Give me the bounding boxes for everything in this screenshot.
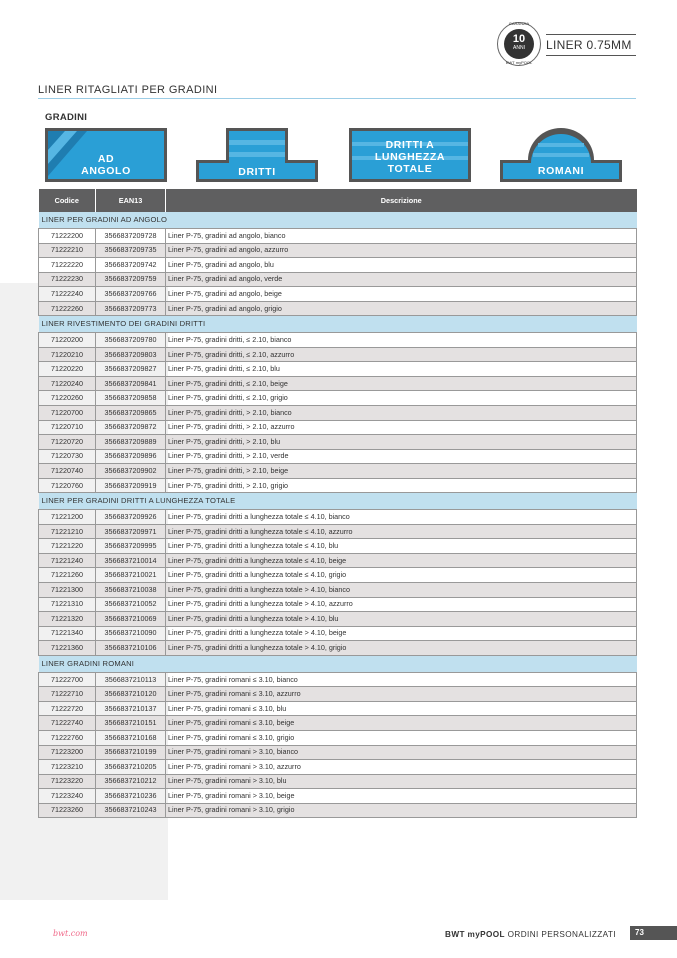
descrizione-cell: Liner P-75, gradini ad angolo, bianco [166, 229, 637, 244]
table-row [39, 597, 637, 612]
liner-title: LINER 0.75MM [546, 34, 636, 56]
codice-cell: 71221200 [39, 510, 96, 525]
ean13-cell: 3566837209865 [96, 406, 166, 421]
ean13-cell: 3566837210069 [96, 612, 166, 627]
ean13-cell: 3566837209803 [96, 347, 166, 362]
descrizione-cell: Liner P-75, gradini ad angolo, grigio [166, 301, 637, 316]
table-body [39, 212, 637, 818]
codice-cell: 71223240 [39, 789, 96, 804]
codice-cell: 71221340 [39, 626, 96, 641]
ean13-cell: 3566837210106 [96, 641, 166, 656]
ean13-cell: 3566837210205 [96, 760, 166, 775]
column-header-descrizione: Descrizione [166, 189, 637, 212]
codice-cell: 71220700 [39, 406, 96, 421]
table-row [39, 301, 637, 316]
footer-logo: bwt.com [53, 929, 88, 938]
table-row [39, 333, 637, 348]
descrizione-cell: Liner P-75, gradini romani > 3.10, grigio [166, 803, 637, 818]
footer-subtitle: ORDINI PERSONALIZZATI [507, 930, 616, 939]
codice-cell: 71220760 [39, 478, 96, 493]
shape-label-dritti-totale [355, 139, 465, 175]
codice-cell: 71221220 [39, 539, 96, 554]
codice-cell: 71220720 [39, 435, 96, 450]
codice-cell: 71220210 [39, 347, 96, 362]
table-group-row [39, 316, 637, 333]
codice-cell: 71220220 [39, 362, 96, 377]
ean13-cell: 3566837209971 [96, 524, 166, 539]
badge-unit: ANNI [513, 45, 525, 51]
gradini-label: GRADINI [45, 112, 88, 123]
table-row [39, 464, 637, 479]
table-group-row [39, 493, 637, 510]
table-row [39, 406, 637, 421]
codice-cell: 71222260 [39, 301, 96, 316]
ean13-cell: 3566837209735 [96, 243, 166, 258]
column-header-codice: Codice [39, 189, 96, 212]
descrizione-cell: Liner P-75, gradini dritti a lunghezza totale > 4.10, blu [166, 612, 637, 627]
descrizione-cell: Liner P-75, gradini dritti a lunghezza totale ≤ 4.10, blu [166, 539, 637, 554]
codice-cell: 71222700 [39, 672, 96, 687]
ean13-cell: 3566837209872 [96, 420, 166, 435]
table-row [39, 449, 637, 464]
table-row [39, 716, 637, 731]
descrizione-cell: Liner P-75, gradini dritti, ≤ 2.10, beige [166, 376, 637, 391]
table-row [39, 641, 637, 656]
ean13-cell: 3566837209728 [96, 229, 166, 244]
codice-cell: 71223210 [39, 760, 96, 775]
ean13-cell: 3566837210113 [96, 672, 166, 687]
badge-inner [504, 29, 534, 59]
badge-bottom-text: BWT myPOOL [505, 60, 533, 65]
descrizione-cell: Liner P-75, gradini dritti, > 2.10, grigio [166, 478, 637, 493]
table-row [39, 347, 637, 362]
ean13-cell: 3566837210120 [96, 687, 166, 702]
table-row [39, 626, 637, 641]
descrizione-cell: Liner P-75, gradini dritti, > 2.10, blu [166, 435, 637, 450]
section-title: LINER RITAGLIATI PER GRADINI [38, 84, 218, 96]
ean13-cell: 3566837209766 [96, 287, 166, 302]
ean13-cell: 3566837209889 [96, 435, 166, 450]
table-row [39, 524, 637, 539]
group-title: LINER GRADINI ROMANI [39, 655, 637, 672]
ean13-cell: 3566837210212 [96, 774, 166, 789]
descrizione-cell: Liner P-75, gradini dritti a lunghezza totale ≤ 4.10, grigio [166, 568, 637, 583]
ean13-cell: 3566837209827 [96, 362, 166, 377]
table-row [39, 420, 637, 435]
table-row [39, 803, 637, 818]
ean13-cell: 3566837210151 [96, 716, 166, 731]
codice-cell: 71222240 [39, 287, 96, 302]
table-row [39, 583, 637, 598]
table-row [39, 612, 637, 627]
codice-cell: 71221360 [39, 641, 96, 656]
table-row [39, 478, 637, 493]
codice-cell: 71220240 [39, 376, 96, 391]
codice-cell: 71220730 [39, 449, 96, 464]
ean13-cell: 3566837209841 [96, 376, 166, 391]
codice-cell: 71220200 [39, 333, 96, 348]
ean13-cell: 3566837209780 [96, 333, 166, 348]
descrizione-cell: Liner P-75, gradini romani > 3.10, blu [166, 774, 637, 789]
descrizione-cell: Liner P-75, gradini romani ≤ 3.10, bianco [166, 672, 637, 687]
table-row [39, 774, 637, 789]
table-group-row [39, 655, 637, 672]
product-table [38, 189, 637, 818]
codice-cell: 71220710 [39, 420, 96, 435]
shape-label-dritti: DRITTI [238, 166, 276, 178]
codice-cell: 71220740 [39, 464, 96, 479]
shape-label-line: DRITTI A [385, 139, 435, 151]
codice-cell: 71223200 [39, 745, 96, 760]
codice-cell: 71220260 [39, 391, 96, 406]
table-row [39, 568, 637, 583]
footer-text [445, 930, 616, 939]
table-row [39, 391, 637, 406]
ean13-cell: 3566837210137 [96, 701, 166, 716]
codice-cell: 71222210 [39, 243, 96, 258]
ean13-cell: 3566837209742 [96, 258, 166, 273]
descrizione-cell: Liner P-75, gradini ad angolo, verde [166, 272, 637, 287]
table-row [39, 687, 637, 702]
descrizione-cell: Liner P-75, gradini ad angolo, beige [166, 287, 637, 302]
badge-number: 10 [512, 33, 526, 45]
ean13-cell: 3566837210199 [96, 745, 166, 760]
codice-cell: 71222220 [39, 258, 96, 273]
shape-label-line: ANGOLO [81, 165, 131, 177]
column-header-ean13: EAN13 [96, 189, 166, 212]
ean13-cell: 3566837210038 [96, 583, 166, 598]
group-title: LINER PER GRADINI AD ANGOLO [39, 212, 637, 229]
ean13-cell: 3566837209902 [96, 464, 166, 479]
descrizione-cell: Liner P-75, gradini ad angolo, azzurro [166, 243, 637, 258]
table-row [39, 435, 637, 450]
table-row [39, 539, 637, 554]
ean13-cell: 3566837209858 [96, 391, 166, 406]
page-number: 73 [630, 926, 677, 940]
codice-cell: 71223220 [39, 774, 96, 789]
descrizione-cell: Liner P-75, gradini dritti a lunghezza totale ≤ 4.10, beige [166, 553, 637, 568]
table-row [39, 229, 637, 244]
ean13-cell: 3566837210014 [96, 553, 166, 568]
table-row [39, 510, 637, 525]
descrizione-cell: Liner P-75, gradini dritti, > 2.10, beige [166, 464, 637, 479]
ean13-cell: 3566837209995 [96, 539, 166, 554]
ean13-cell: 3566837209759 [96, 272, 166, 287]
table-group-row [39, 212, 637, 229]
ean13-cell: 3566837209926 [96, 510, 166, 525]
descrizione-cell: Liner P-75, gradini romani > 3.10, beige [166, 789, 637, 804]
warranty-badge [497, 22, 541, 66]
table-row [39, 701, 637, 716]
descrizione-cell: Liner P-75, gradini dritti a lunghezza totale > 4.10, grigio [166, 641, 637, 656]
descrizione-cell: Liner P-75, gradini dritti, > 2.10, azzurro [166, 420, 637, 435]
table-row [39, 376, 637, 391]
descrizione-cell: Liner P-75, gradini dritti, ≤ 2.10, grigio [166, 391, 637, 406]
descrizione-cell: Liner P-75, gradini dritti a lunghezza totale > 4.10, beige [166, 626, 637, 641]
table-row [39, 553, 637, 568]
table-row [39, 243, 637, 258]
ean13-cell: 3566837209896 [96, 449, 166, 464]
ean13-cell: 3566837210168 [96, 730, 166, 745]
group-title: LINER RIVESTIMENTO DEI GRADINI DRITTI [39, 316, 637, 333]
codice-cell: 71223260 [39, 803, 96, 818]
descrizione-cell: Liner P-75, gradini romani ≤ 3.10, beige [166, 716, 637, 731]
descrizione-cell: Liner P-75, gradini dritti, > 2.10, verde [166, 449, 637, 464]
codice-cell: 71222710 [39, 687, 96, 702]
descrizione-cell: Liner P-75, gradini dritti, > 2.10, bianco [166, 406, 637, 421]
table-row [39, 789, 637, 804]
descrizione-cell: Liner P-75, gradini romani ≤ 3.10, azzurro [166, 687, 637, 702]
codice-cell: 71221210 [39, 524, 96, 539]
codice-cell: 71221320 [39, 612, 96, 627]
ean13-cell: 3566837209773 [96, 301, 166, 316]
codice-cell: 71221240 [39, 553, 96, 568]
descrizione-cell: Liner P-75, gradini dritti a lunghezza totale > 4.10, bianco [166, 583, 637, 598]
shape-label-line: TOTALE [387, 163, 433, 175]
codice-cell: 71222230 [39, 272, 96, 287]
descrizione-cell: Liner P-75, gradini ad angolo, blu [166, 258, 637, 273]
footer-brand: BWT myPOOL [445, 930, 505, 939]
ean13-cell: 3566837210236 [96, 789, 166, 804]
codice-cell: 71222720 [39, 701, 96, 716]
descrizione-cell: Liner P-75, gradini dritti a lunghezza totale ≤ 4.10, azzurro [166, 524, 637, 539]
shape-label-ad-angolo [70, 153, 142, 177]
descrizione-cell: Liner P-75, gradini romani > 3.10, bianco [166, 745, 637, 760]
shape-label-romani: ROMANI [537, 165, 585, 177]
descrizione-cell: Liner P-75, gradini dritti, ≤ 2.10, azzurro [166, 347, 637, 362]
badge-top-text: GARANZIA [508, 21, 530, 26]
ean13-cell: 3566837210052 [96, 597, 166, 612]
table-row [39, 287, 637, 302]
table-row [39, 362, 637, 377]
codice-cell: 71221310 [39, 597, 96, 612]
table-row [39, 730, 637, 745]
descrizione-cell: Liner P-75, gradini romani ≤ 3.10, grigio [166, 730, 637, 745]
table-row [39, 258, 637, 273]
descrizione-cell: Liner P-75, gradini dritti, ≤ 2.10, blu [166, 362, 637, 377]
descrizione-cell: Liner P-75, gradini romani > 3.10, azzurro [166, 760, 637, 775]
descrizione-cell: Liner P-75, gradini dritti, ≤ 2.10, bianco [166, 333, 637, 348]
ean13-cell: 3566837210090 [96, 626, 166, 641]
ean13-cell: 3566837209919 [96, 478, 166, 493]
table-row [39, 760, 637, 775]
table-row [39, 745, 637, 760]
descrizione-cell: Liner P-75, gradini dritti a lunghezza totale > 4.10, azzurro [166, 597, 637, 612]
codice-cell: 71221300 [39, 583, 96, 598]
table-row [39, 272, 637, 287]
ean13-cell: 3566837210021 [96, 568, 166, 583]
codice-cell: 71222740 [39, 716, 96, 731]
table-header-row [39, 189, 637, 212]
shape-label-line: AD [97, 153, 115, 165]
descrizione-cell: Liner P-75, gradini romani ≤ 3.10, blu [166, 701, 637, 716]
group-title: LINER PER GRADINI DRITTI A LUNGHEZZA TOTALE [39, 493, 637, 510]
ean13-cell: 3566837210243 [96, 803, 166, 818]
shape-label-line: LUNGHEZZA [374, 151, 446, 163]
section-divider [38, 98, 636, 99]
table-row [39, 672, 637, 687]
codice-cell: 71221260 [39, 568, 96, 583]
codice-cell: 71222200 [39, 229, 96, 244]
codice-cell: 71222760 [39, 730, 96, 745]
descrizione-cell: Liner P-75, gradini dritti a lunghezza totale ≤ 4.10, bianco [166, 510, 637, 525]
